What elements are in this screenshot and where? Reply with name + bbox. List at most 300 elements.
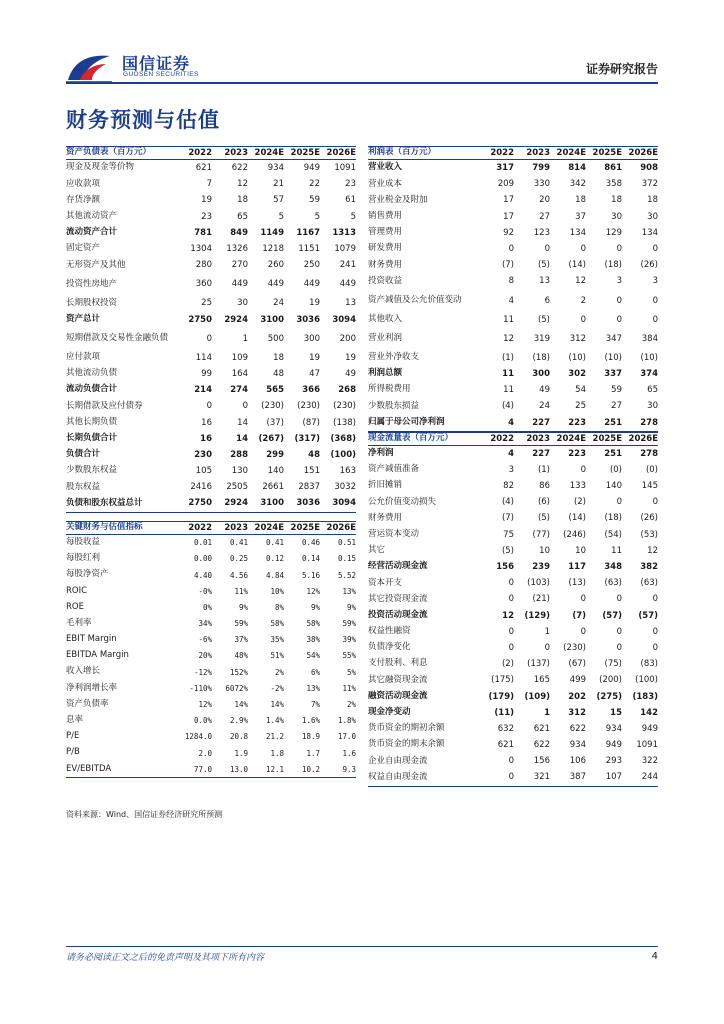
cell-value: 13% xyxy=(306,683,320,693)
cell-value: 12% xyxy=(198,700,212,710)
cell-value: 65 xyxy=(647,385,658,396)
cell-value: 366 xyxy=(302,385,320,396)
cell-value: 500 xyxy=(267,333,284,344)
cell-value: 12% xyxy=(306,586,320,596)
cell-value: 6% xyxy=(310,667,320,677)
cell-value: 18 xyxy=(237,195,248,206)
cell-value: 278 xyxy=(640,417,658,428)
cell-value: 75 xyxy=(503,529,514,540)
cell-value: 11 xyxy=(503,385,514,396)
table-row xyxy=(368,591,658,607)
cell-value: (103) xyxy=(527,578,550,589)
source-note: 资料来源：Wind、国信证券经济研究所预测 xyxy=(66,810,223,819)
table-row xyxy=(66,225,356,241)
cell-value: 165 xyxy=(533,675,550,686)
cell-value: (138) xyxy=(333,417,356,428)
cell-value: (7) xyxy=(572,610,586,621)
table-row xyxy=(66,648,356,664)
cell-value: 239 xyxy=(532,562,550,573)
cell-value: -110% xyxy=(189,683,212,693)
cell-value: 387 xyxy=(569,772,586,783)
cell-value: 37% xyxy=(234,635,248,645)
cell-value: (77) xyxy=(532,529,550,540)
row-label: 短期借款及交易性金融负债 xyxy=(66,333,169,344)
cell-value: 39% xyxy=(342,635,356,645)
cell-value: 24 xyxy=(539,401,550,412)
cell-value: -6% xyxy=(198,635,212,645)
table-row xyxy=(66,713,356,729)
cell-value: 949 xyxy=(303,163,320,174)
row-label: 其他收入 xyxy=(368,313,403,324)
cell-value: (100) xyxy=(330,449,356,460)
cell-value: 77.0 xyxy=(193,764,212,774)
cell-value: 58% xyxy=(270,619,284,629)
cell-value: 342 xyxy=(569,179,586,190)
table-row xyxy=(66,479,356,495)
cell-value: 330 xyxy=(533,179,550,190)
table-row xyxy=(368,543,658,559)
left-column xyxy=(66,146,356,778)
cell-value: 0 xyxy=(508,756,514,767)
cell-value: 384 xyxy=(641,333,658,344)
cell-value: 99 xyxy=(201,368,212,379)
cell-value: 13 xyxy=(345,298,356,309)
page-title: 财务预测与估值 xyxy=(66,108,220,132)
cell-value: 0 xyxy=(616,295,622,306)
cell-value: 268 xyxy=(338,385,356,396)
cell-value: 0 xyxy=(544,244,550,255)
cell-value: 3 xyxy=(508,464,514,475)
row-label: 财务费用 xyxy=(368,512,403,523)
cell-value: (246) xyxy=(563,529,586,540)
cell-value: 0 xyxy=(652,497,658,508)
cell-value: 49 xyxy=(345,368,356,379)
cell-value: 12 xyxy=(503,333,514,344)
cell-value: 347 xyxy=(605,333,622,344)
cell-value: 12 xyxy=(502,610,514,621)
cell-value: 151 xyxy=(303,466,320,477)
cell-value: 23 xyxy=(201,211,212,222)
cell-value: 14% xyxy=(270,700,284,710)
cell-value: 129 xyxy=(605,227,622,238)
row-label: 现金及现金等价物 xyxy=(66,162,135,173)
cell-value: 270 xyxy=(231,260,248,271)
cell-value: 16 xyxy=(200,433,212,444)
cell-value: 214 xyxy=(194,385,212,396)
cell-value: 0 xyxy=(508,594,514,605)
cell-value: 5 xyxy=(314,211,320,222)
cell-value: (109) xyxy=(524,691,550,702)
cell-value: 12 xyxy=(575,276,586,287)
row-label: 存货净额 xyxy=(66,194,101,205)
cell-value: 302 xyxy=(568,368,586,379)
table-row xyxy=(66,761,356,777)
cell-value: 622 xyxy=(533,740,550,751)
table-row xyxy=(66,729,356,745)
cell-value: 1.8% xyxy=(337,716,356,726)
cell-value: 0.15 xyxy=(337,554,356,564)
cell-value: 11% xyxy=(342,683,356,693)
column-header: 2025E xyxy=(592,433,622,444)
cell-value: 48 xyxy=(273,368,284,379)
cell-value: 7 xyxy=(206,179,212,190)
cell-value: 5 xyxy=(350,211,356,222)
cell-value: 449 xyxy=(231,279,248,290)
cell-value: 114 xyxy=(195,352,212,363)
row-label: 投资收益 xyxy=(368,275,403,286)
cell-value: (5) xyxy=(537,513,550,524)
cell-value: 0.0% xyxy=(193,716,212,726)
column-header: 2024E xyxy=(556,148,586,158)
row-label: 资产减值及公允价值变动 xyxy=(368,294,462,305)
cell-value: 0 xyxy=(508,244,514,255)
cell-value: 0 xyxy=(616,497,622,508)
cell-value: 164 xyxy=(231,368,248,379)
cell-value: 0 xyxy=(508,642,514,653)
cell-value: 223 xyxy=(568,417,586,428)
cell-value: (0) xyxy=(609,464,622,475)
table-row xyxy=(66,414,356,430)
table-row xyxy=(66,599,356,615)
cell-value: (18) xyxy=(604,260,622,271)
table-row xyxy=(66,696,356,712)
cell-value: 3 xyxy=(616,276,622,287)
cell-value: 0.14 xyxy=(301,554,320,564)
cell-value: 799 xyxy=(532,163,550,174)
cell-value: 0 xyxy=(652,594,658,605)
cell-value: 18 xyxy=(273,352,284,363)
row-label: EBIT Margin xyxy=(66,634,117,645)
cell-value: (37) xyxy=(266,417,284,428)
table-row xyxy=(368,656,658,672)
table-row xyxy=(66,535,356,551)
cell-value: 19 xyxy=(201,195,212,206)
cell-value: 849 xyxy=(230,227,248,238)
cell-value: 260 xyxy=(267,260,284,271)
row-label: 股东权益 xyxy=(66,481,101,492)
cell-value: 317 xyxy=(496,163,514,174)
cell-value: 55% xyxy=(342,651,356,661)
table-row xyxy=(368,624,658,640)
cell-value: 1091 xyxy=(636,740,658,751)
cell-value: 59 xyxy=(309,195,320,206)
cell-value: 1149 xyxy=(260,227,284,238)
cell-value: 0 xyxy=(206,333,212,344)
cell-value: 11 xyxy=(502,368,514,379)
cell-value: 2.0 xyxy=(198,748,212,758)
cell-value: 86 xyxy=(539,481,550,492)
row-label: 每股红利 xyxy=(66,553,101,564)
cell-value: 288 xyxy=(230,449,248,460)
cell-value: 12 xyxy=(647,545,658,556)
cell-value: 319 xyxy=(533,333,550,344)
row-label: 折旧摊销 xyxy=(368,480,403,491)
cell-value: 0 xyxy=(652,642,658,653)
cell-value: 54 xyxy=(575,385,586,396)
guosen-logo-icon xyxy=(66,50,112,84)
cell-value: (317) xyxy=(294,433,320,444)
row-label: 现金净变动 xyxy=(368,707,411,718)
cell-value: 142 xyxy=(640,707,658,718)
table-row xyxy=(66,176,356,192)
cell-value: 3094 xyxy=(332,498,356,509)
table-row xyxy=(368,446,658,462)
cell-value: (5) xyxy=(537,314,550,325)
row-label: 营业成本 xyxy=(368,178,403,189)
row-label: 企业自由现金流 xyxy=(368,755,428,766)
cell-value: 0.25 xyxy=(229,554,248,564)
cell-value: 92 xyxy=(503,227,514,238)
cell-value: (230) xyxy=(333,401,356,412)
cell-value: 105 xyxy=(195,466,212,477)
cell-value: 372 xyxy=(641,179,658,190)
cell-value: 934 xyxy=(267,163,284,174)
table-row xyxy=(368,366,658,382)
cell-value: 200 xyxy=(339,333,356,344)
table-row xyxy=(66,192,356,208)
row-label: EBITDA Margin xyxy=(66,650,129,661)
row-label: 营业利润 xyxy=(368,333,403,344)
cell-value: (18) xyxy=(532,352,550,363)
cell-value: 250 xyxy=(303,260,320,271)
cell-value: 244 xyxy=(641,772,658,783)
cell-value: 19 xyxy=(309,298,320,309)
cell-value: 5.16 xyxy=(301,570,320,580)
cell-value: 3094 xyxy=(332,314,356,325)
table-row xyxy=(66,567,356,583)
cell-value: 21.2 xyxy=(265,732,284,742)
cell-value: 223 xyxy=(568,448,586,459)
row-label: 经营活动现金流 xyxy=(368,561,428,572)
cell-value: (13) xyxy=(568,578,586,589)
cell-value: 134 xyxy=(569,227,586,238)
cell-value: 30 xyxy=(647,211,658,222)
column-header: 2023 xyxy=(224,148,248,158)
table-bottom-rule xyxy=(66,777,356,778)
cell-value: (1) xyxy=(537,464,550,475)
cell-value: 107 xyxy=(605,772,622,783)
page-number: 4 xyxy=(651,951,658,962)
cell-value: 11 xyxy=(611,545,622,556)
cell-value: 1091 xyxy=(334,163,356,174)
cell-value: 0 xyxy=(652,626,658,637)
cell-value: 21 xyxy=(273,179,284,190)
table-row xyxy=(368,494,658,510)
table-row xyxy=(368,688,658,704)
cell-value: 5% xyxy=(346,667,356,677)
cell-value: 934 xyxy=(605,723,622,734)
cell-value: 106 xyxy=(569,756,586,767)
table-row xyxy=(368,462,658,478)
row-label: 少数股东损益 xyxy=(368,400,420,411)
cell-value: 2750 xyxy=(188,498,212,509)
cell-value: 19 xyxy=(309,352,320,363)
cell-value: 4 xyxy=(508,417,514,428)
cell-value: (1) xyxy=(501,352,514,363)
cell-value: 312 xyxy=(568,707,586,718)
table-header-row xyxy=(66,146,356,160)
cell-value: 163 xyxy=(339,466,356,477)
cell-value: (10) xyxy=(640,352,658,363)
row-label: 应收款项 xyxy=(66,178,101,189)
table-row xyxy=(66,616,356,632)
column-header: 2025E xyxy=(290,148,320,158)
column-header: 2023 xyxy=(224,522,248,533)
cell-value: 59% xyxy=(342,619,356,629)
column-header: 2023 xyxy=(526,148,550,158)
cell-value: 4.40 xyxy=(193,570,212,580)
cell-value: 14% xyxy=(234,700,248,710)
column-header: 2026E xyxy=(628,433,658,444)
table-bottom-rule xyxy=(368,786,658,787)
cell-value: 12.1 xyxy=(265,764,284,774)
cell-value: (87) xyxy=(302,417,320,428)
table-row xyxy=(368,382,658,398)
cell-value: 24 xyxy=(273,298,284,309)
cell-value: 17.0 xyxy=(337,732,356,742)
cell-value: 449 xyxy=(303,279,320,290)
row-label: 应付款项 xyxy=(66,352,101,363)
table-row xyxy=(368,705,658,721)
cell-value: 82 xyxy=(503,481,514,492)
cell-value: 7% xyxy=(310,700,320,710)
table-header-row xyxy=(368,432,658,446)
row-label: 投资活动现金流 xyxy=(368,609,428,620)
table-row xyxy=(368,350,658,366)
cell-value: 2 xyxy=(580,295,586,306)
cell-value: 117 xyxy=(568,562,586,573)
cell-value: 22 xyxy=(309,179,320,190)
cell-value: (14) xyxy=(568,513,586,524)
table-row xyxy=(66,241,356,257)
cell-value: 0 xyxy=(616,314,622,325)
cell-value: 0 xyxy=(652,295,658,306)
cell-value: 348 xyxy=(604,562,622,573)
row-label: 负债净变化 xyxy=(368,642,411,653)
cell-value: (21) xyxy=(532,594,550,605)
cell-value: 299 xyxy=(266,449,284,460)
cell-value: 65 xyxy=(237,211,248,222)
cell-value: 0.41 xyxy=(229,538,248,548)
cell-value: 621 xyxy=(497,740,514,751)
row-label: 其他流动资产 xyxy=(66,210,118,221)
cell-value: (63) xyxy=(604,578,622,589)
cell-value: 814 xyxy=(568,163,586,174)
cell-value: 59% xyxy=(234,619,248,629)
cell-value: 0 xyxy=(652,314,658,325)
cell-value: 1 xyxy=(242,333,248,344)
cell-value: 227 xyxy=(532,448,550,459)
table-row xyxy=(66,209,356,225)
header-divider xyxy=(66,82,658,84)
cell-value: 449 xyxy=(267,279,284,290)
row-label: 其它 xyxy=(368,545,386,556)
cell-value: 59 xyxy=(611,385,622,396)
row-label: 毛利率 xyxy=(66,617,92,628)
cell-value: 57 xyxy=(273,195,284,206)
row-label: 货币资金的期末余额 xyxy=(368,739,445,750)
cell-value: 621 xyxy=(195,163,212,174)
column-header: 2024E xyxy=(556,433,586,444)
row-label: 资产总计 xyxy=(66,313,101,324)
cell-value: 1304 xyxy=(190,244,212,255)
cell-value: 621 xyxy=(533,723,550,734)
cell-value: (53) xyxy=(640,529,658,540)
cell-value: (26) xyxy=(640,513,658,524)
table-row xyxy=(66,431,356,447)
cell-value: (0) xyxy=(645,464,658,475)
column-header: 2024E xyxy=(254,148,284,158)
cell-value: 5.52 xyxy=(337,570,356,580)
right-column xyxy=(368,146,658,787)
cell-value: 8 xyxy=(508,276,514,287)
table-row xyxy=(368,721,658,737)
cell-value: 0 xyxy=(616,626,622,637)
cell-value: 2416 xyxy=(190,482,212,493)
key-ratios-table xyxy=(66,521,356,779)
cell-value: 6072% xyxy=(225,683,248,693)
cell-value: (230) xyxy=(297,401,320,412)
table-row xyxy=(368,176,658,192)
table-row xyxy=(368,575,658,591)
cell-value: (10) xyxy=(604,352,622,363)
table-row xyxy=(66,295,356,311)
cell-value: 781 xyxy=(194,227,212,238)
table-row xyxy=(368,414,658,430)
table-row xyxy=(368,510,658,526)
table-row xyxy=(66,680,356,696)
table-row xyxy=(368,608,658,624)
cell-value: 1.6 xyxy=(342,748,356,758)
row-label: 其它投资现金流 xyxy=(368,593,428,604)
cell-value: -12% xyxy=(193,667,212,677)
cell-value: 1.4% xyxy=(265,716,284,726)
cell-value: -2% xyxy=(270,683,284,693)
cell-value: (26) xyxy=(640,260,658,271)
table-row xyxy=(368,192,658,208)
cell-value: 2% xyxy=(274,667,284,677)
cell-value: 1167 xyxy=(296,227,320,238)
cell-value: 382 xyxy=(640,562,658,573)
cell-value: 61 xyxy=(345,195,356,206)
cell-value: 274 xyxy=(230,385,248,396)
cell-value: 23 xyxy=(345,179,356,190)
cell-value: 0 xyxy=(616,594,622,605)
table-row xyxy=(368,241,658,257)
cell-value: 2505 xyxy=(226,482,248,493)
row-label: 融资活动现金流 xyxy=(368,690,428,701)
table-row xyxy=(368,527,658,543)
table-row xyxy=(66,312,356,328)
table-row xyxy=(368,225,658,241)
table-row xyxy=(66,366,356,382)
column-header: 2022 xyxy=(490,148,514,158)
cell-value: 10.2 xyxy=(301,764,320,774)
cell-value: 18 xyxy=(611,195,622,206)
cell-value: 202 xyxy=(568,691,586,702)
cell-value: 0.12 xyxy=(265,554,284,564)
footer-divider xyxy=(66,946,658,947)
column-header: 2024E xyxy=(254,522,284,533)
report-type-label: 证券研究报告 xyxy=(585,62,658,76)
row-label: 销售费用 xyxy=(368,210,403,221)
cell-value: (63) xyxy=(640,578,658,589)
row-label: 负债合计 xyxy=(66,449,101,460)
cell-value: 0 xyxy=(508,578,514,589)
row-label: 管理费用 xyxy=(368,227,403,238)
cell-value: 227 xyxy=(532,417,550,428)
cell-value: 251 xyxy=(604,448,622,459)
